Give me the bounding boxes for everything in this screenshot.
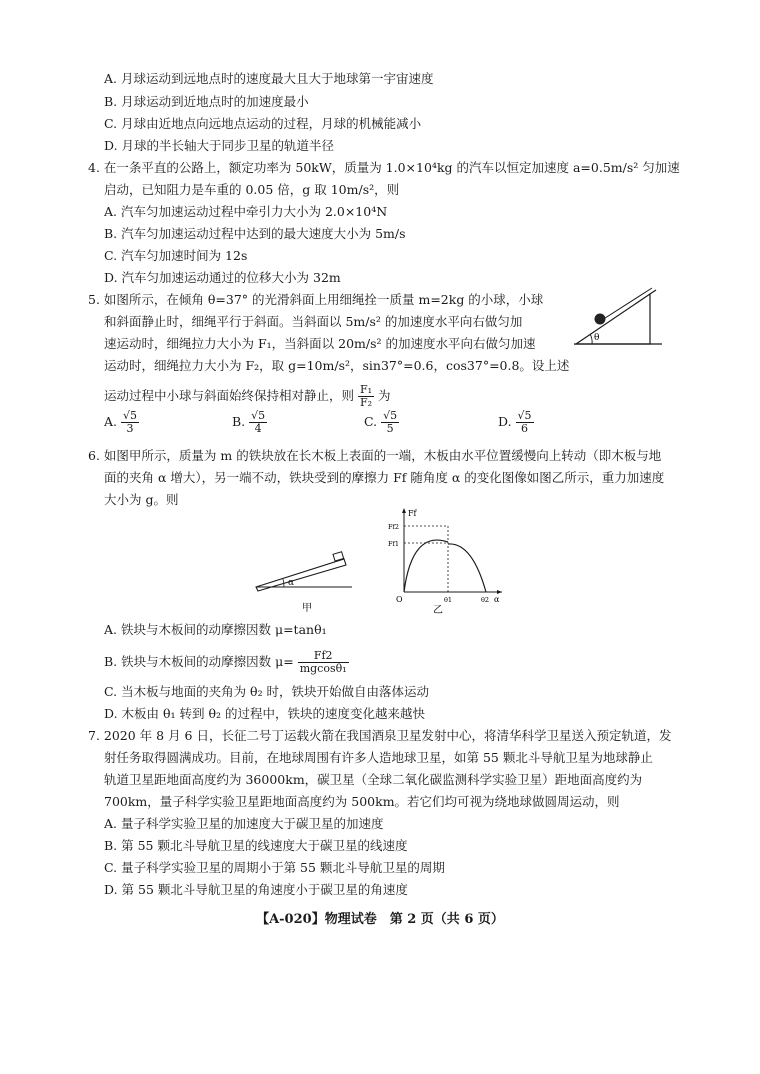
q4-option-c: C. 汽车匀加速时间为 12s	[104, 248, 248, 263]
q5-choice-d-frac	[516, 410, 534, 435]
graph-ff2-label: Ff2	[388, 523, 400, 531]
q5-choice-d-den: 6	[521, 422, 529, 435]
q5-choice-b-letter: B.	[232, 414, 246, 429]
q5-choice-c-frac	[381, 410, 399, 435]
q5-stem-line5	[104, 384, 391, 409]
q5-choice-b-num: √5	[251, 409, 266, 422]
q7-option-a: A. 量子科学实验卫星的加速度大于碳卫星的加速度	[104, 816, 384, 831]
q5-stem-line5-tail: 为	[378, 388, 391, 403]
q7-stem-line2: 射任务取得圆满成功。目前，在地球周围有许多人造地球卫星，如第 55 颗北斗导航卫星为地球静止	[104, 750, 653, 765]
q6-option-b	[104, 650, 349, 675]
figure-yi-label: 乙	[433, 605, 443, 614]
q5-choice-a-letter: A.	[104, 414, 118, 429]
string-line	[602, 288, 652, 320]
q5-choice-d-num: √5	[517, 409, 532, 422]
q6-stem-line1: 6. 如图甲所示，质量为 m 的铁块放在长木板上表面的一端，木板由水平位置缓慢向上转动（即木板与地	[88, 448, 662, 463]
q4-option-a: A. 汽车匀加速运动过程中牵引力大小为 2.0×10⁴N	[104, 204, 388, 219]
q5-choice-c	[364, 410, 399, 435]
q3-option-b: B. 月球运动到近地点时的加速度最小	[104, 94, 309, 109]
q5-choice-a	[104, 410, 139, 435]
q6-option-b-fraction	[298, 650, 349, 675]
q5-choice-a-den: 3	[126, 422, 134, 435]
q3-option-c: C. 月球由近地点向远地点运动的过程，月球的机械能减小	[104, 116, 422, 131]
static-friction-curve	[404, 540, 448, 592]
q6-option-b-text: B. 铁块与木板间的动摩擦因数 μ=	[104, 654, 294, 669]
q6-stem-line3: 大小为 g。则	[104, 492, 179, 507]
q5-stem-line2: 和斜面静止时，细绳平行于斜面。当斜面以 5m/s² 的加速度水平向右做匀加	[104, 314, 523, 329]
string-anchor	[650, 290, 656, 294]
x-axis-arrow	[497, 590, 502, 594]
q5-incline-figure	[572, 286, 666, 350]
ball	[595, 314, 606, 325]
q5-choice-d-letter: D.	[498, 414, 512, 429]
q7-option-b: B. 第 55 颗北斗导航卫星的线速度大于碳卫星的线速度	[104, 838, 408, 853]
kinetic-friction-curve	[448, 544, 486, 592]
graph-xlabel: α	[494, 595, 500, 604]
q7-stem-line4: 700km，量子科学实验卫星距地面高度约为 500km。若它们均可视为绕地球做圆周运动，则	[104, 794, 620, 809]
q6-option-d: D. 木板由 θ₁ 转到 θ₂ 的过程中，铁块的速度变化越来越快	[104, 706, 425, 721]
q6-option-b-num: Ff2	[298, 650, 349, 663]
y-axis-arrow	[402, 508, 406, 513]
q5-ratio-fraction	[358, 384, 374, 409]
q7-option-c: C. 量子科学实验卫星的周期小于第 55 颗北斗导航卫星的周期	[104, 860, 445, 875]
q5-stem-line1: 5. 如图所示，在倾角 θ=37° 的光滑斜面上用细绳拴一质量 m=2kg 的小球，小球	[88, 292, 544, 307]
q5-choice-a-frac	[121, 410, 139, 435]
q7-option-d: D. 第 55 颗北斗导航卫星的角速度小于碳卫星的角速度	[104, 882, 408, 897]
graph-theta1: θ1	[444, 596, 453, 604]
graph-theta2: θ2	[481, 596, 490, 604]
q5-choice-c-num: √5	[383, 409, 398, 422]
q4-option-b: B. 汽车匀加速运动过程中达到的最大速度大小为 5m/s	[104, 226, 406, 241]
q4-stem-line1: 4. 在一条平直的公路上，额定功率为 50kW，质量为 1.0×10⁴kg 的汽车以恒定加速度 a=0.5m/s² 匀加速	[88, 160, 680, 175]
graph-ylabel: Ff	[408, 509, 417, 518]
q5-stem-line3: 速运动时，细绳拉力大小为 F₁，当斜面以 20m/s² 的加速度水平向右做匀加速	[104, 336, 536, 351]
q5-choice-c-letter: C.	[364, 414, 378, 429]
incline-wedge	[576, 294, 650, 344]
q5-choice-b-frac	[249, 410, 267, 435]
q5-choice-b-den: 4	[254, 422, 262, 435]
q6-friction-graph	[388, 506, 508, 614]
q6-option-b-den: mgcosθ₁	[299, 662, 347, 675]
figure-jia-label: 甲	[302, 603, 312, 614]
q5-ratio-num: F₁	[360, 383, 373, 396]
q4-stem-line2: 启动，已知阻力是车重的 0.05 倍，g 取 10m/s²，则	[104, 182, 400, 197]
q4-option-d: D. 汽车匀加速运动通过的位移大小为 32m	[104, 270, 341, 285]
graph-origin: O	[396, 595, 403, 604]
q5-choice-c-den: 5	[386, 422, 394, 435]
q5-stem-line5-text: 运动过程中小球与斜面始终保持相对静止，则	[104, 388, 355, 403]
q7-stem-line3: 轨道卫星距地面高度约为 36000km，碳卫星（全球二氧化碳监测科学实验卫星）距地面高度约为	[104, 772, 643, 787]
q5-choice-a-num: √5	[123, 409, 138, 422]
q3-option-a: A. 月球运动到远地点时的速度最大且大于地球第一宇宙速度	[104, 71, 434, 86]
page-footer: 【A-020】物理试卷 第 2 页（共 6 页）	[256, 912, 504, 927]
alpha-label: α	[288, 578, 295, 588]
q5-choice-b	[232, 410, 267, 435]
q5-stem-line4: 运动时，细绳拉力大小为 F₂，取 g=10m/s²，sin37°=0.6，cos37°=0.8。设上述	[104, 358, 570, 373]
q3-option-d: D. 月球的半长轴大于同步卫星的轨道半径	[104, 138, 335, 153]
q6-option-c: C. 当木板与地面的夹角为 θ₂ 时，铁块开始做自由落体运动	[104, 684, 430, 699]
q6-board-figure	[252, 545, 362, 617]
q7-stem-line1: 7. 2020 年 8 月 6 日，长征二号丁运载火箭在我国酒泉卫星发射中心，将清华科学卫星送入预定轨道，发	[88, 728, 672, 743]
q5-ratio-den: F₂	[360, 396, 373, 409]
graph-ff1-label: Ff1	[388, 540, 400, 548]
angle-arc	[590, 334, 592, 344]
q5-choice-d	[498, 410, 534, 435]
q6-option-a: A. 铁块与木板间的动摩擦因数 μ=tanθ₁	[104, 622, 327, 637]
wood-board	[256, 559, 346, 591]
q6-stem-line2: 面的夹角 α 增大），另一端不动，铁块受到的摩擦力 Ff 随角度 α 的变化图像如图乙所示，重力加速度	[104, 470, 665, 485]
theta-label: θ	[594, 333, 600, 343]
